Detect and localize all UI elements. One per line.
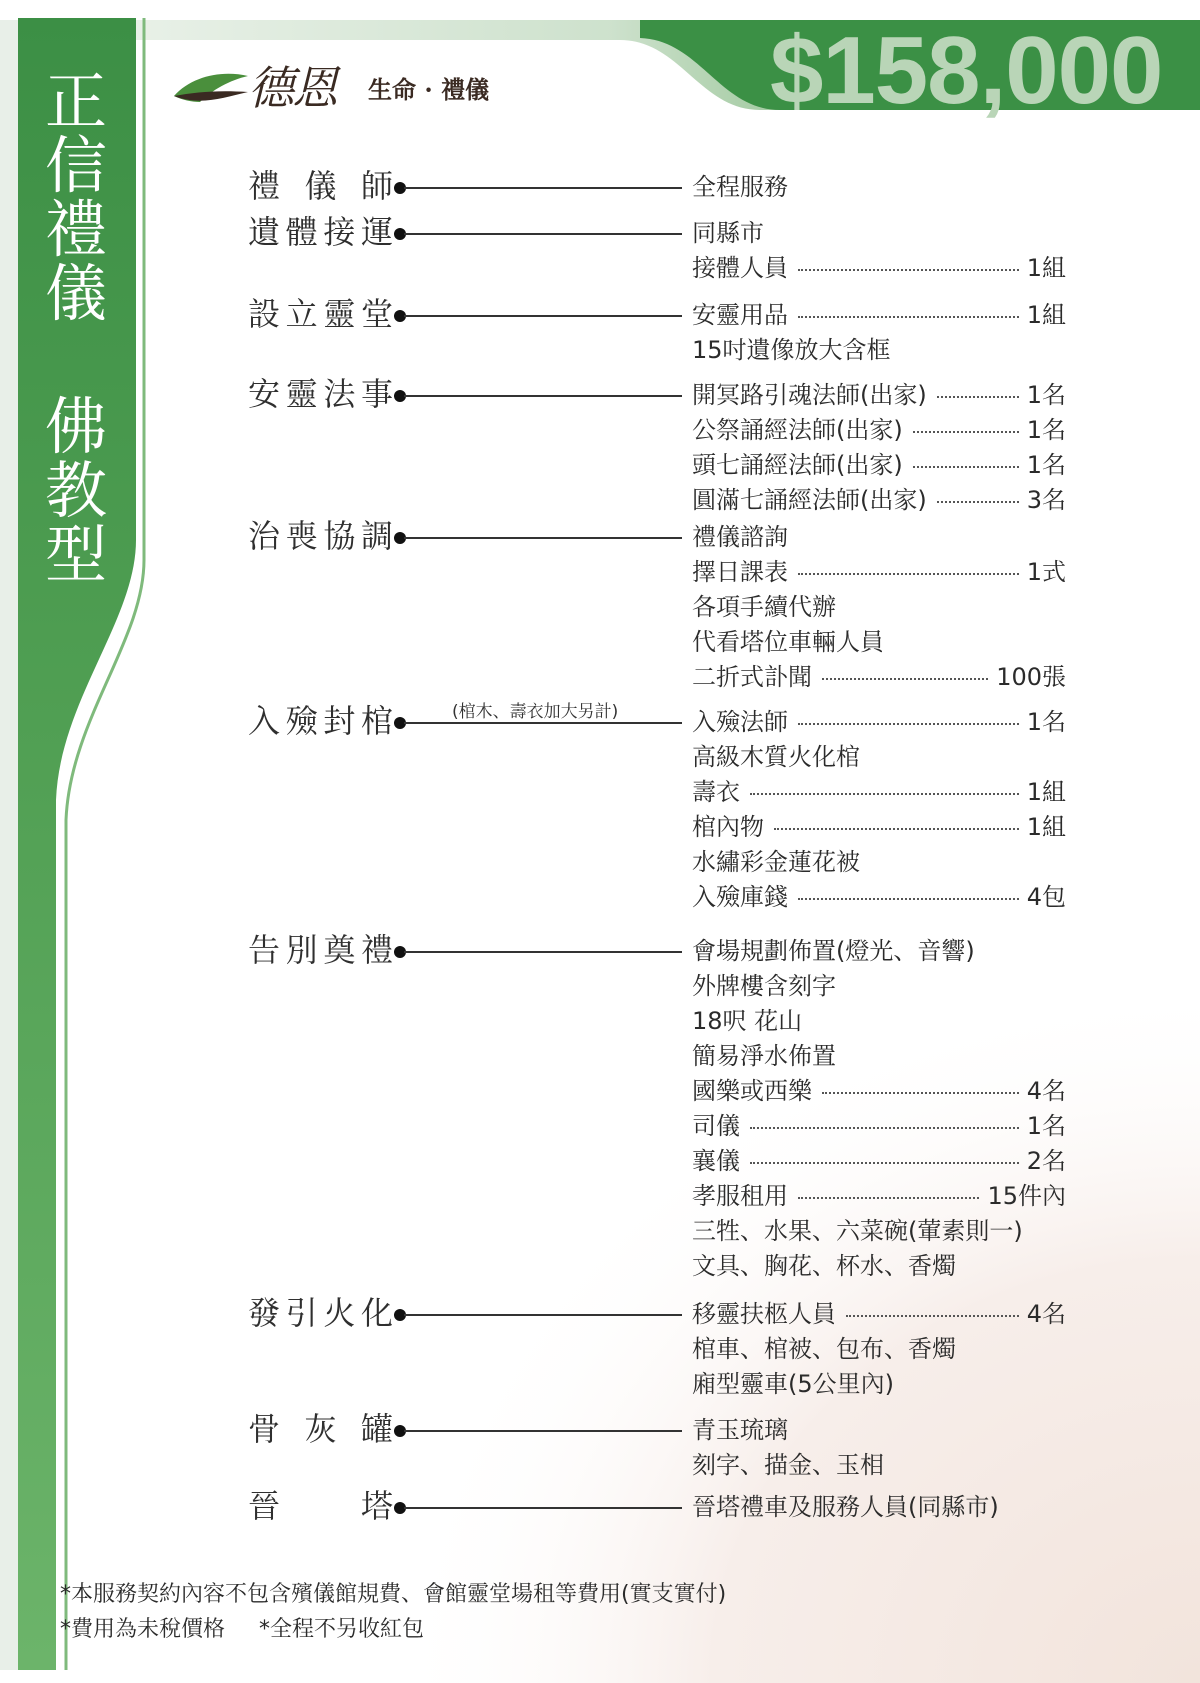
brand-subtitle: 生命 · 禮儀	[368, 75, 490, 104]
footer-note-2	[60, 1615, 424, 1645]
section-label	[248, 294, 393, 334]
leaf-swoosh-icon	[172, 62, 252, 112]
service-item: 水繡彩金蓮花被	[692, 848, 860, 876]
section-label-char: 化	[360, 1294, 393, 1332]
section-connector-line	[404, 233, 682, 235]
vertical-title-char: 信	[44, 129, 107, 202]
dotted-leader	[774, 828, 1019, 830]
dotted-leader	[798, 269, 1019, 271]
section-label-char: 事	[360, 375, 393, 413]
service-item: 全程服務	[692, 173, 788, 201]
section-label	[248, 1486, 393, 1526]
service-item: 二折式訃聞	[692, 663, 812, 691]
service-item-qty: 100張	[996, 663, 1066, 691]
service-item: 文具、胸花、杯水、香燭	[692, 1252, 956, 1280]
section-label-char: 法	[323, 375, 356, 413]
section-label	[248, 374, 393, 414]
section-label-char: 禮	[360, 931, 393, 969]
section-label	[248, 701, 393, 741]
vertical-title-line1	[38, 65, 114, 330]
service-item-qty: 1名	[1026, 381, 1066, 409]
service-item: 簡易淨水佈置	[692, 1042, 836, 1070]
section-connector-line	[404, 537, 682, 539]
dotted-leader	[822, 1092, 1019, 1094]
section-label-char: 靈	[323, 295, 356, 333]
vertical-title-char: 教	[44, 454, 107, 527]
section-label-char: 遺	[248, 213, 281, 251]
dotted-leader	[937, 396, 1019, 398]
service-item: 襄儀	[692, 1147, 740, 1175]
section-label-char: 體	[285, 213, 318, 251]
section-label-char: 別	[285, 931, 318, 969]
service-item-qty: 2名	[1026, 1147, 1066, 1175]
section-label-char: 灰	[304, 1410, 337, 1448]
service-item-qty: 4包	[1026, 883, 1066, 911]
service-item: 棺車、棺被、包布、香燭	[692, 1335, 956, 1363]
service-item: 外牌樓含刻字	[692, 972, 836, 1000]
dotted-leader	[822, 678, 988, 680]
section-label-char: 安	[248, 375, 281, 413]
service-item: 廂型靈車(5公里內)	[692, 1370, 894, 1398]
dotted-leader	[750, 1127, 1019, 1129]
service-item: 棺內物	[692, 813, 764, 841]
service-item-qty: 1組	[1026, 254, 1066, 282]
service-item: 晉塔禮車及服務人員(同縣市)	[692, 1493, 999, 1521]
service-item-qty: 3名	[1026, 486, 1066, 514]
section-label-char: 發	[248, 1294, 281, 1332]
brand-logo	[172, 50, 512, 114]
service-item-qty: 1式	[1026, 558, 1066, 586]
service-item: 開冥路引魂法師(出家)	[692, 381, 927, 409]
section-connector-line	[404, 951, 682, 953]
section-label-char: 師	[360, 167, 393, 205]
section-label-char: 罐	[360, 1410, 393, 1448]
dotted-leader	[798, 1197, 979, 1199]
service-item: 頭七誦經法師(出家)	[692, 451, 903, 479]
vertical-title-line2	[38, 390, 114, 591]
service-item: 18呎 花山	[692, 1007, 803, 1035]
service-item: 高級木質火化棺	[692, 743, 860, 771]
brand-name: 德恩	[248, 61, 336, 115]
section-connector-line	[404, 187, 682, 189]
service-item: 15吋遺像放大含框	[692, 336, 891, 364]
section-connector-line	[404, 722, 682, 724]
section-label-char: 儀	[304, 167, 337, 205]
service-item-qty: 4名	[1026, 1077, 1066, 1105]
section-label-char: 入	[248, 702, 281, 740]
dotted-leader	[937, 501, 1019, 503]
service-item: 移靈扶柩人員	[692, 1300, 836, 1328]
section-label	[248, 930, 393, 970]
section-label-char: 接	[323, 213, 356, 251]
section-connector-line	[404, 1314, 682, 1316]
service-item-qty: 1名	[1026, 416, 1066, 444]
service-item: 司儀	[692, 1112, 740, 1140]
dotted-leader	[913, 466, 1019, 468]
section-label	[248, 1293, 393, 1333]
section-label	[248, 516, 393, 556]
dotted-leader	[846, 1315, 1019, 1317]
service-item: 接體人員	[692, 254, 788, 282]
vertical-title-char: 型	[44, 518, 107, 591]
section-label-char: 禮	[248, 167, 281, 205]
dotted-leader	[750, 1162, 1019, 1164]
service-item-qty: 1名	[1026, 708, 1066, 736]
service-item: 入殮法師	[692, 708, 788, 736]
section-label-char: 靈	[285, 375, 318, 413]
section-label-char: 晉	[248, 1487, 281, 1525]
service-item: 同縣市	[692, 219, 764, 247]
service-item: 安靈用品	[692, 301, 788, 329]
service-item: 會場規劃佈置(燈光、音響)	[692, 937, 975, 965]
vertical-title-char: 儀	[44, 257, 107, 330]
section-label-char: 調	[360, 517, 393, 555]
section-label	[248, 1409, 393, 1449]
service-item: 圓滿七誦經法師(出家)	[692, 486, 927, 514]
service-item-qty: 1組	[1026, 813, 1066, 841]
service-item: 壽衣	[692, 778, 740, 806]
dotted-leader	[798, 316, 1019, 318]
service-item: 代看塔位車輛人員	[692, 628, 884, 656]
section-label-char: 塔	[360, 1487, 393, 1525]
service-item: 禮儀諮詢	[692, 523, 788, 551]
service-item-qty: 1名	[1026, 451, 1066, 479]
section-label-char: 引	[285, 1294, 318, 1332]
section-label-char: 協	[323, 517, 356, 555]
service-item: 公祭誦經法師(出家)	[692, 416, 903, 444]
service-item: 青玉琉璃	[692, 1416, 788, 1444]
section-label-char: 治	[248, 517, 281, 555]
dotted-leader	[913, 431, 1019, 433]
section-connector-line	[404, 395, 682, 397]
vertical-title-char: 佛	[44, 390, 107, 463]
service-item-qty: 1名	[1026, 1112, 1066, 1140]
section-label-char: 立	[285, 295, 318, 333]
section-connector-line	[404, 1507, 682, 1509]
service-item: 擇日課表	[692, 558, 788, 586]
service-item: 各項手續代辦	[692, 593, 836, 621]
footer-note-no-tips: *全程不另收紅包	[259, 1617, 425, 1642]
section-label	[248, 166, 393, 206]
section-label-char: 告	[248, 931, 281, 969]
dotted-leader	[750, 793, 1019, 795]
section-label-char: 運	[360, 213, 393, 251]
section-label-char: 設	[248, 295, 281, 333]
section-label-char: 喪	[285, 517, 318, 555]
section-connector-line	[404, 1430, 682, 1432]
section-connector-line	[404, 315, 682, 317]
section-label-char: 封	[323, 702, 356, 740]
service-item: 入殮庫錢	[692, 883, 788, 911]
service-item: 三牲、水果、六菜碗(葷素則一)	[692, 1217, 1023, 1245]
section-label-char: 奠	[323, 931, 356, 969]
service-item: 孝服租用	[692, 1182, 788, 1210]
service-item-qty: 15件內	[987, 1182, 1066, 1210]
service-item: 刻字、描金、玉相	[692, 1451, 884, 1479]
footer-note-1: *本服務契約內容不包含殯儀館規費、會館靈堂場租等費用(實支實付)	[60, 1582, 727, 1607]
vertical-title-char: 禮	[44, 193, 107, 266]
section-label-char: 骨	[248, 1410, 281, 1448]
section-label-char: 火	[323, 1294, 356, 1332]
section-label	[248, 212, 393, 252]
service-item-qty: 1組	[1026, 301, 1066, 329]
section-label-char: 棺	[360, 702, 393, 740]
section-label-char: 堂	[360, 295, 393, 333]
price-display: $158,000	[770, 17, 1163, 124]
dotted-leader	[798, 723, 1019, 725]
dotted-leader	[798, 898, 1019, 900]
dotted-leader	[798, 573, 1019, 575]
service-item-qty: 1組	[1026, 778, 1066, 806]
service-item-qty: 4名	[1026, 1300, 1066, 1328]
section-label-char: 殮	[285, 702, 318, 740]
section-note: (棺木、壽衣加大另計)	[452, 702, 619, 722]
vertical-title-char: 正	[44, 65, 107, 138]
footer-note-tax: *費用為未稅價格	[60, 1617, 226, 1642]
service-item: 國樂或西樂	[692, 1077, 812, 1105]
